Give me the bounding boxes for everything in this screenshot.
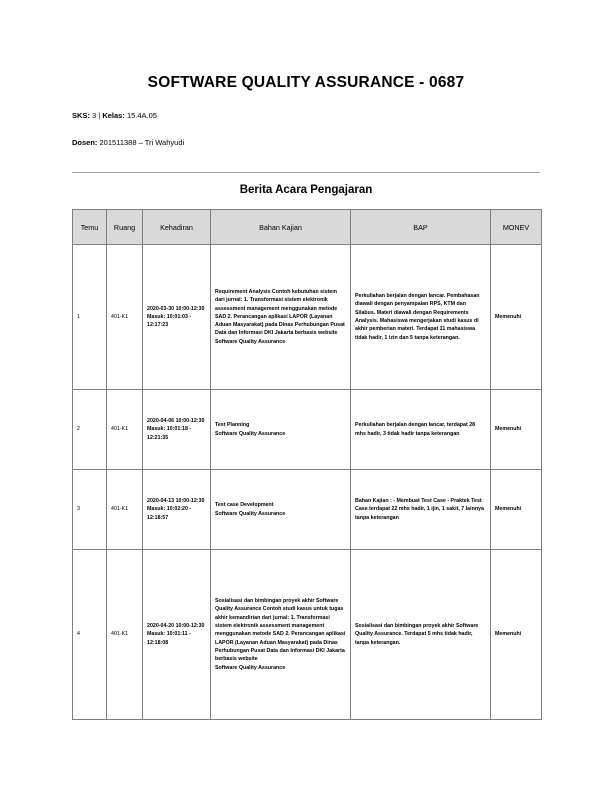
cell-ruang: 401-K1 bbox=[107, 245, 143, 390]
cell-bap: Perkuliahan berjalan dengan lancar. Pembahasan diawali dengan penyampaian RPS, KTM dan Silabus. Materi diawali dengan Requirements Analysis. Mahasiswa mengerjakan studi kasus di akhir pemberian materi. Terdapat 11 mahasiswa tidak hadir, 1 izin dan 5 tanpa keterangan. bbox=[351, 245, 491, 390]
cell-kehadiran: 2020-04-20 10:00-12:30 Masuk: 10:01:11 - 12:18:08 bbox=[143, 550, 211, 720]
header-monev: MONEV bbox=[491, 210, 542, 245]
cell-kehadiran: 2020-04-13 10:00-12:30 Masuk: 10:02:20 - 12:18:57 bbox=[143, 470, 211, 550]
table-row bbox=[73, 550, 542, 720]
cell-monev: Memenuhi bbox=[491, 470, 542, 550]
kelas-label: Kelas: bbox=[102, 111, 125, 120]
dosen-value: 201511388 – Tri Wahyudi bbox=[99, 138, 185, 147]
cell-temu: 3 bbox=[73, 470, 107, 550]
cell-monev: Memenuhi bbox=[491, 550, 542, 720]
cell-bahan-kajian: Test case Development Software Quality Assurance bbox=[211, 470, 351, 550]
cell-temu: 4 bbox=[73, 550, 107, 720]
table-row bbox=[73, 390, 542, 470]
table-header-row bbox=[73, 210, 542, 245]
header-ruang: Ruang bbox=[107, 210, 143, 245]
cell-bap: Sosialisasi dan bimbingan proyek akhir Software Quality Assurance. Terdapat 5 mhs tidak hadir, tanpa keterangan. bbox=[351, 550, 491, 720]
cell-ruang: 401-K1 bbox=[107, 470, 143, 550]
header-bap: BAP bbox=[351, 210, 491, 245]
cell-bahan-kajian: Requirement Analysis Contoh kebutuhan sistem dari jurnal: 1. Transformasi sistem elektronik assessment management menggunakan metode SAD 2. Perancangan aplikasi LAPOR (Layanan Aduan Masyarakat) pada Dinas Perhubungan Pusat Data dan Informasi DKI Jakarta berbasis website Software Quality Assurance bbox=[211, 245, 351, 390]
cell-monev: Memenuhi bbox=[491, 245, 542, 390]
meta-separator: | bbox=[98, 111, 101, 120]
teaching-report-table bbox=[72, 209, 542, 720]
sks-value: 3 bbox=[92, 111, 97, 120]
cell-bahan-kajian: Test Planning Software Quality Assurance bbox=[211, 390, 351, 470]
cell-ruang: 401-K1 bbox=[107, 390, 143, 470]
cell-bahan-kajian: Sosialisasi dan bimbingan proyek akhir Software Quality Assurance Contoh studi kasus untuk tugas akhir kemandirian dari jurnal: 1. Transformasi sistem elektronik assessment management menggunakan metode SAD 2. Perancangan aplikasi LAPOR (Layanan Aduan Masyarakat) pada Dinas Perhubungan Pusat Data dan Informasi DKI Jakarta berbasis website Software Quality Assurance bbox=[211, 550, 351, 720]
horizontal-divider bbox=[72, 172, 540, 173]
header-temu: Temu bbox=[73, 210, 107, 245]
sks-label: SKS: bbox=[72, 111, 90, 120]
cell-bap: Perkuliahan berjalan dengan lancar, terdapat 28 mhs hadir, 3 tidak hadir tanpa keterangan bbox=[351, 390, 491, 470]
section-title: Berita Acara Pengajaran bbox=[239, 184, 373, 196]
cell-ruang: 401-K1 bbox=[107, 550, 143, 720]
course-meta-line bbox=[72, 111, 157, 120]
cell-monev: Memenuhi bbox=[491, 390, 542, 470]
table-row bbox=[73, 470, 542, 550]
kelas-value: 15.4A.05 bbox=[126, 111, 157, 120]
dosen-label: Dosen: bbox=[72, 138, 98, 147]
cell-kehadiran: 2020-03-30 10:00-12:30 Masuk: 10:01:03 - 12:17:23 bbox=[143, 245, 211, 390]
header-bahan-kajian: Bahan Kajian bbox=[211, 210, 351, 245]
cell-temu: 1 bbox=[73, 245, 107, 390]
header-kehadiran: Kehadiran bbox=[143, 210, 211, 245]
course-title: SOFTWARE QUALITY ASSURANCE - 0687 bbox=[147, 74, 465, 91]
lecturer-line bbox=[72, 138, 184, 147]
cell-temu: 2 bbox=[73, 390, 107, 470]
table-row bbox=[73, 245, 542, 390]
cell-bap: Bahan Kajian : - Membuat Test Case - Praktek Test Case terdapat 22 mhs hadir, 1 ijin, 1 sakit, 7 lainnya tanpa keterangan bbox=[351, 470, 491, 550]
cell-kehadiran: 2020-04-06 10:00-12:30 Masuk: 10:01:18 - 12:21:35 bbox=[143, 390, 211, 470]
